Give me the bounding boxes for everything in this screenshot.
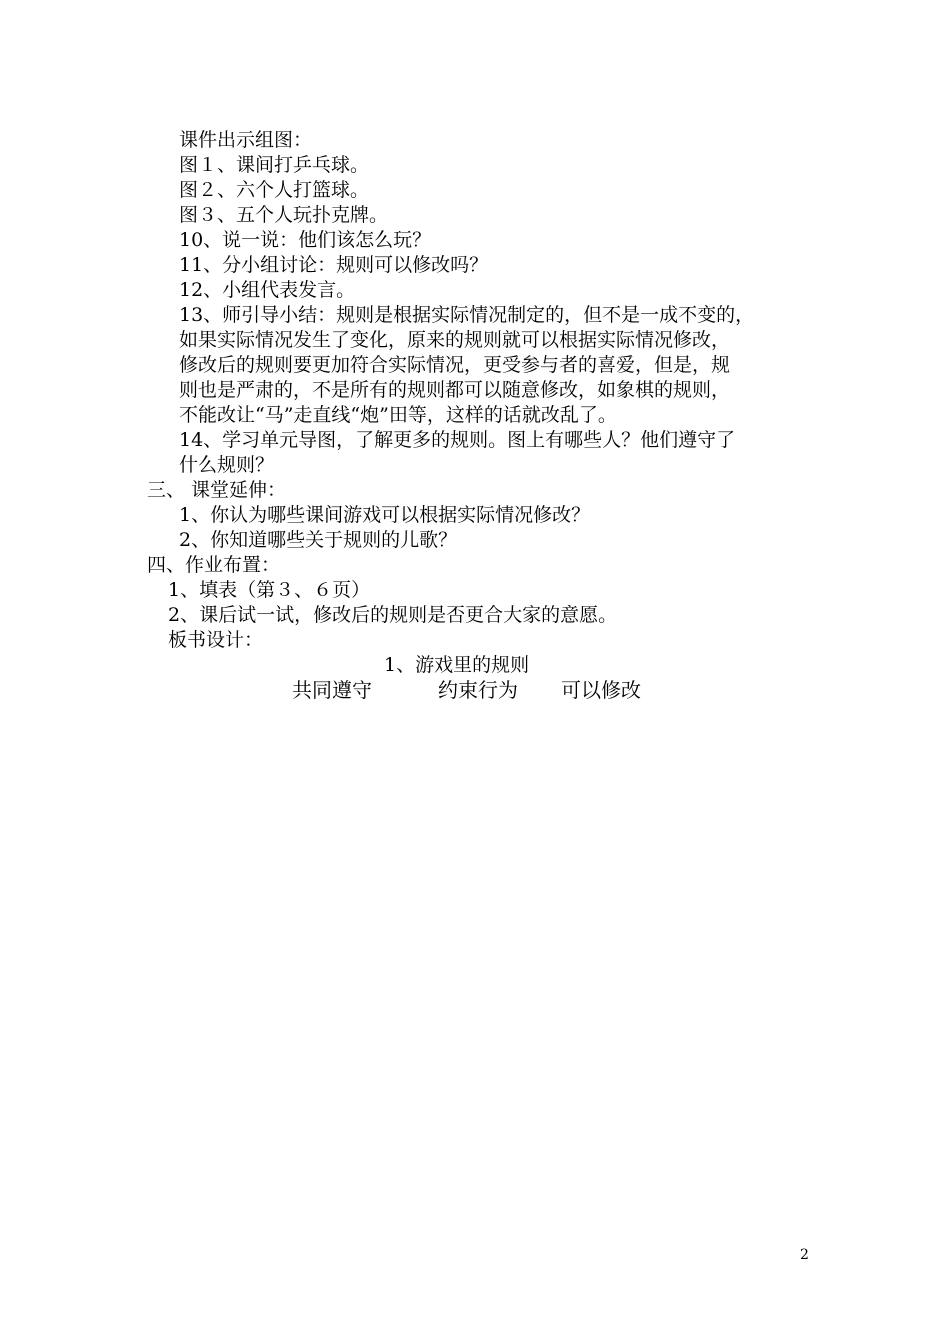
- board-title: 1、游戏里的规则: [384, 654, 530, 676]
- text-line: 10、说一说：他们该怎么玩？: [179, 229, 432, 251]
- text-line: 板书设计：: [168, 629, 264, 651]
- text-line: 图２、六个人打篮球。: [179, 179, 370, 201]
- text-line: 13、师引导小结：规则是根据实际情况制定的，但不是一成不变的，: [179, 304, 755, 326]
- text-line: 1、填表（第３、６页）: [168, 579, 371, 601]
- text-line: 课件出示组图：: [179, 129, 313, 151]
- text-line: 不能改让“马”走直线“炮”田等，这样的话就改乱了。: [179, 404, 617, 426]
- text-line: 图１、课间打乒乓球。: [179, 154, 370, 176]
- board-item: 可以修改: [561, 678, 641, 702]
- text-line: 则也是严肃的，不是所有的规则都可以随意修改，如象棋的规则，: [179, 379, 731, 401]
- section-heading: 三、 课堂延伸：: [147, 479, 287, 501]
- text-line: 2、课后试一试，修改后的规则是否更合大家的意愿。: [168, 604, 618, 626]
- section-heading: 四、作业布置：: [147, 554, 281, 576]
- board-item: 共同遵守: [292, 678, 372, 702]
- text-line: 如果实际情况发生了变化，原来的规则就可以根据实际情况修改，: [179, 329, 731, 351]
- text-line: 11、分小组讨论：规则可以修改吗？: [179, 254, 489, 276]
- text-line: 12、小组代表发言。: [179, 279, 356, 301]
- text-line: 14、学习单元导图，了解更多的规则。图上有哪些人？他们遵守了: [179, 429, 736, 451]
- text-line: 1、你认为哪些课间游戏可以根据实际情况修改？: [179, 504, 591, 526]
- board-item: 约束行为: [438, 678, 518, 702]
- page-number: 2: [800, 1247, 809, 1263]
- text-line: 什么规则？: [179, 454, 275, 476]
- text-line: 图３、五个人玩扑克牌。: [179, 204, 389, 226]
- text-line: 2、你知道哪些关于规则的儿歌？: [179, 529, 458, 551]
- text-line: 修改后的规则要更加符合实际情况，更受参与者的喜爱，但是，规: [179, 354, 731, 376]
